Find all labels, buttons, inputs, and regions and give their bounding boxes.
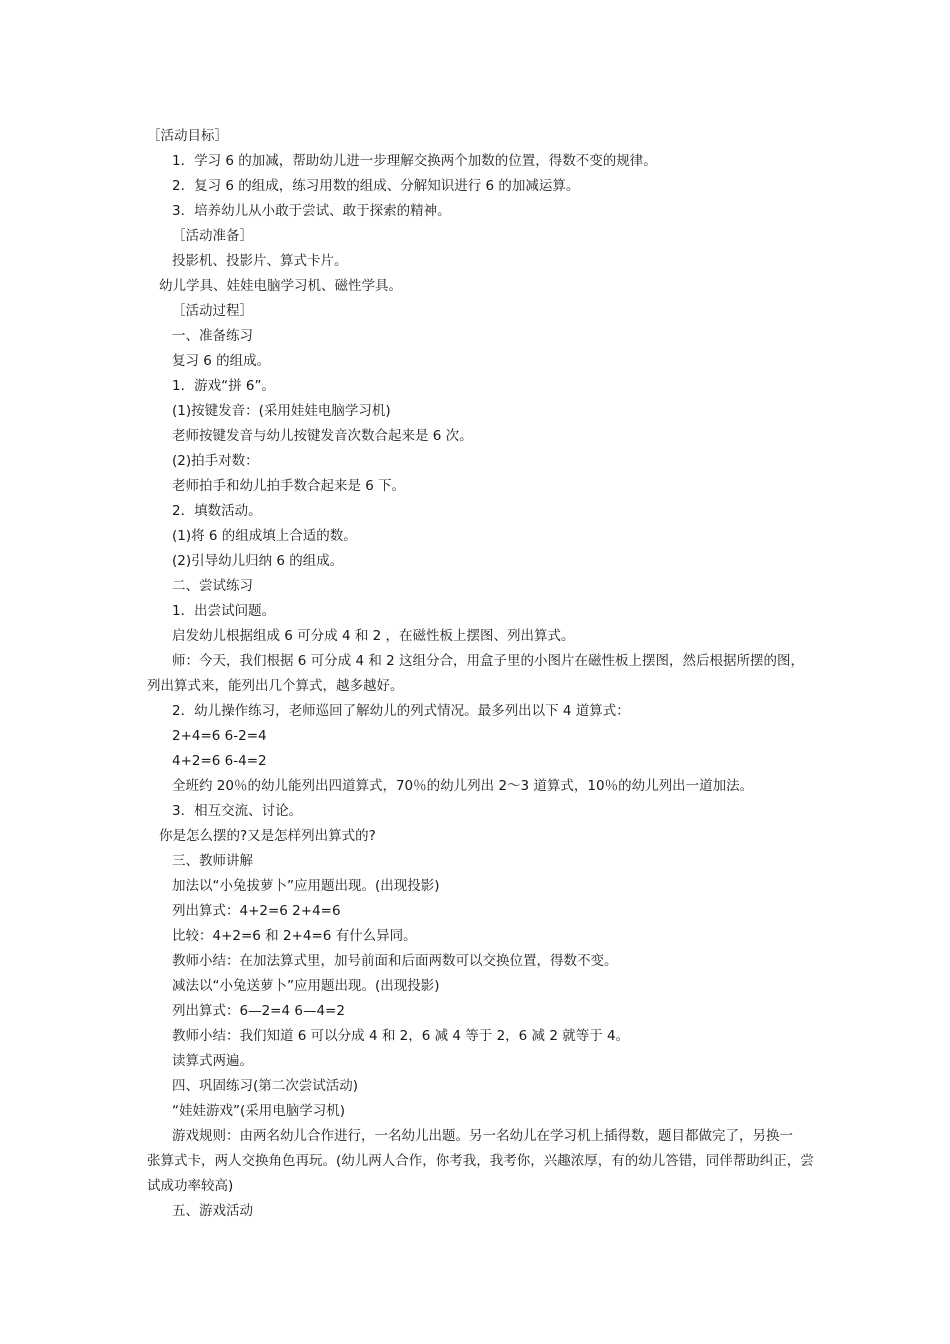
paragraph-line: 游戏规则：由两名幼儿合作进行，一名幼儿出题。另一名幼儿在学习机上插得数，题目都做完了，另换一 — [172, 1128, 793, 1144]
paragraph-line: 比较：4+2=6 和 2+4=6 有什么异同。 — [172, 928, 417, 944]
equation-line: 4+2=6 6-4=2 — [172, 753, 267, 769]
paragraph-line: 教师小结：在加法算式里，加号前面和后面两数可以交换位置，得数不变。 — [172, 953, 618, 969]
section-heading-1: 一、准备练习 — [172, 328, 253, 344]
section-heading-3: 三、教师讲解 — [172, 853, 253, 869]
paragraph-line: 读算式两遍。 — [172, 1053, 253, 1069]
equation-line: 2+4=6 6-2=4 — [172, 728, 267, 744]
equation-line: 列出算式：6—2=4 6—4=2 — [172, 1003, 345, 1019]
paragraph-line: “娃娃游戏”(采用电脑学习机) — [172, 1103, 346, 1119]
paragraph-line: 老师按键发音与幼儿按键发音次数合起来是 6 次。 — [172, 428, 473, 444]
paragraph-line: 3．相互交流、讨论。 — [172, 803, 303, 819]
section-heading-2: 二、尝试练习 — [172, 578, 253, 594]
paragraph-line: 张算式卡，两人交换角色再玩。(幼儿两人合作，你考我，我考你，兴趣浓厚，有的幼儿答错，同伴帮助纠正，尝 — [147, 1153, 814, 1169]
paragraph-line: 师：今天，我们根据 6 可分成 4 和 2 这组分合，用盒子里的小图片在磁性板上摆图，然后根据所摆的图， — [172, 653, 805, 669]
paragraph-line: 试成功率较高) — [147, 1178, 234, 1194]
section-heading-4: 四、巩固练习(第二次尝试活动) — [172, 1078, 359, 1094]
paragraph-line: 加法以“小兔拔萝卜”应用题出现。(出现投影) — [172, 878, 440, 894]
goal-item-3: 3．培养幼儿从小敢于尝试、敢于探索的精神。 — [172, 203, 451, 219]
heading-activity-process: ［活动过程］ — [172, 303, 253, 319]
heading-activity-preparation: ［活动准备］ — [172, 228, 253, 244]
paragraph-line: 启发幼儿根据组成 6 可分成 4 和 2 ，在磁性板上摆图、列出算式。 — [172, 628, 575, 644]
paragraph-line: 老师拍手和幼儿拍手数合起来是 6 下。 — [172, 478, 406, 494]
preparation-item-1: 投影机、投影片、算式卡片。 — [172, 253, 348, 269]
paragraph-line: (2)引导幼儿归纳 6 的组成。 — [172, 553, 344, 569]
paragraph-line: 全班约 20％的幼儿能列出四道算式，70％的幼儿列出 2～3 道算式，10％的幼儿列出一道加法。 — [172, 778, 754, 794]
paragraph-line: 2．填数活动。 — [172, 503, 262, 519]
paragraph-line: (1)将 6 的组成填上合适的数。 — [172, 528, 357, 544]
goal-item-2: 2．复习 6 的组成，练习用数的组成、分解知识进行 6 的加减运算。 — [172, 178, 580, 194]
paragraph-line: 1．出尝试问题。 — [172, 603, 276, 619]
paragraph-line: 列出算式来，能列出几个算式，越多越好。 — [147, 678, 404, 694]
paragraph-line: 1．游戏“拼 6”。 — [172, 378, 275, 394]
paragraph-line: (1)按键发音：(采用娃娃电脑学习机) — [172, 403, 391, 419]
paragraph-line: (2)拍手对数： — [172, 453, 259, 469]
paragraph-line: 教师小结：我们知道 6 可以分成 4 和 2，6 减 4 等于 2，6 减 2 就等于 4。 — [172, 1028, 630, 1044]
paragraph-line: 减法以“小兔送萝卜”应用题出现。(出现投影) — [172, 978, 440, 994]
paragraph-line: 复习 6 的组成。 — [172, 353, 271, 369]
paragraph-line: 2．幼儿操作练习，老师巡回了解幼儿的列式情况。最多列出以下 4 道算式： — [172, 703, 630, 719]
paragraph-line: 你是怎么摆的?又是怎样列出算式的? — [159, 828, 376, 844]
goal-item-1: 1．学习 6 的加减，帮助幼儿进一步理解交换两个加数的位置，得数不变的规律。 — [172, 153, 657, 169]
preparation-item-2: 幼儿学具、娃娃电脑学习机、磁性学具。 — [159, 278, 402, 294]
equation-line: 列出算式：4+2=6 2+4=6 — [172, 903, 341, 919]
heading-activity-goals: ［活动目标］ — [147, 128, 228, 144]
section-heading-5: 五、游戏活动 — [172, 1203, 253, 1219]
